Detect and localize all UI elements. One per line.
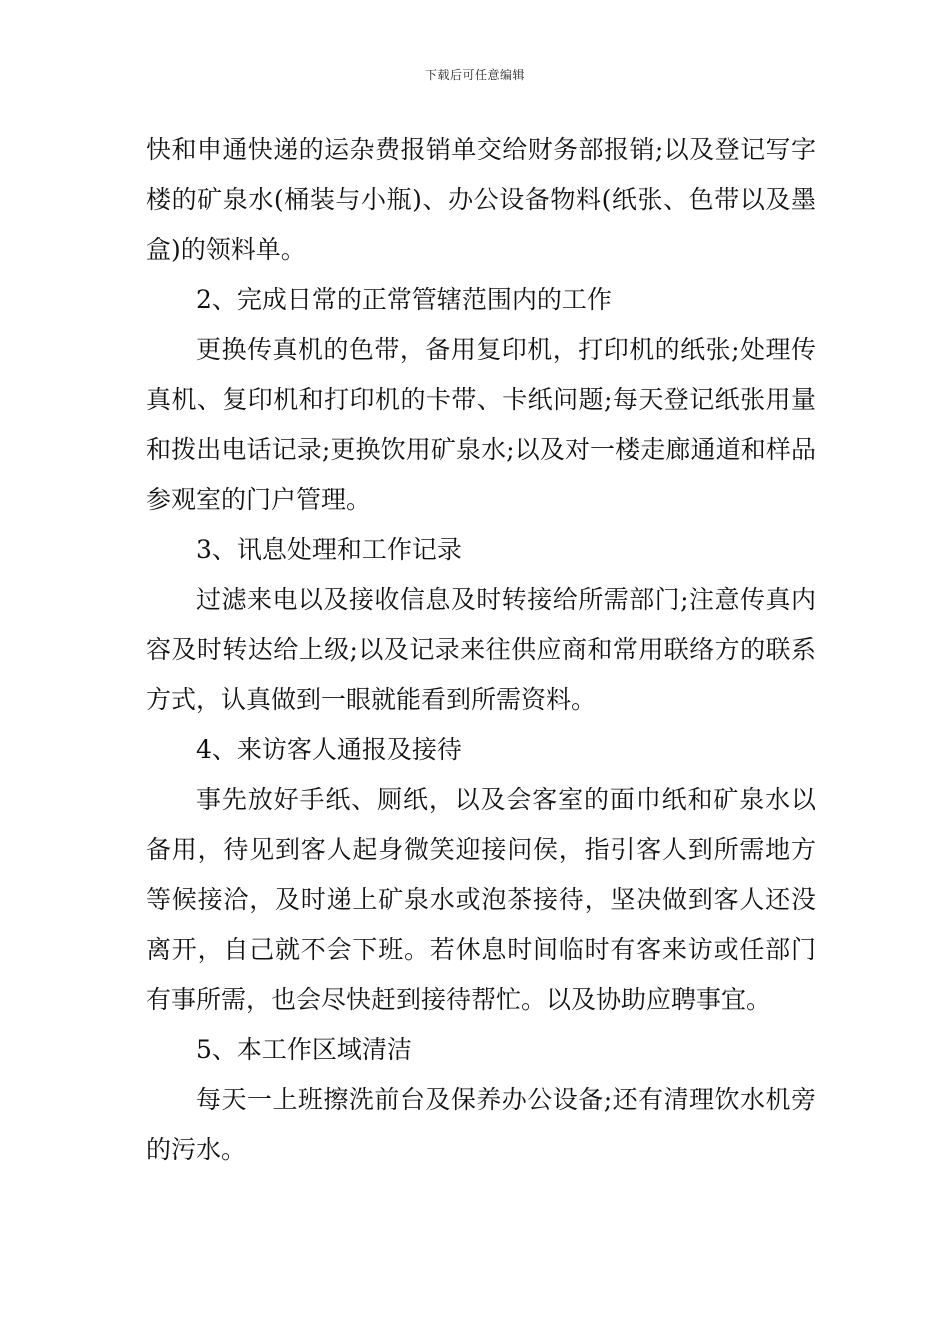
page-header-note: 下载后可任意编辑: [424, 68, 525, 82]
document-body: [146, 125, 816, 1175]
paragraph-section-3: 过滤来电以及接收信息及时转接给所需部门;注意传真内容及时转达给上级;以及记录来往供应商和常用联络方的联系方式，认真做到一眼就能看到所需资料。: [146, 585, 816, 714]
section-heading-2: 2、完成日常的正常管辖范围内的工作: [196, 285, 612, 314]
paragraph-section-4: 事先放好手纸、厕纸，以及会客室的面巾纸和矿泉水以备用，待见到客人起身微笑迎接问侯，指引客人到所需地方等候接洽，及时递上矿泉水或泡茶接待，坚决做到客人还没离开，自己就不会下班。若休息时间临时有客来访或任部门有事所需，也会尽快赶到接待帮忙。以及协助应聘事宜。: [146, 785, 816, 1014]
paragraph-section-5: 每天一上班擦洗前台及保养办公设备;还有清理饮水机旁的污水。: [146, 1085, 816, 1164]
section-heading-4: 4、来访客人通报及接待: [196, 735, 462, 764]
section-heading-5: 5、本工作区域清洁: [196, 1035, 412, 1064]
paragraph-continuation: 快和申通快递的运杂费报销单交给财务部报销;以及登记写字楼的矿泉水(桶装与小瓶)、办公设备物料(纸张、色带以及墨盒)的领料单。: [146, 135, 816, 264]
section-heading-3: 3、讯息处理和工作记录: [196, 535, 462, 564]
paragraph-section-2: 更换传真机的色带，备用复印机，打印机的纸张;处理传真机、复印机和打印机的卡带、卡纸问题;每天登记纸张用量和拨出电话记录;更换饮用矿泉水;以及对一楼走廊通道和样品参观室的门户管理。: [146, 335, 816, 514]
